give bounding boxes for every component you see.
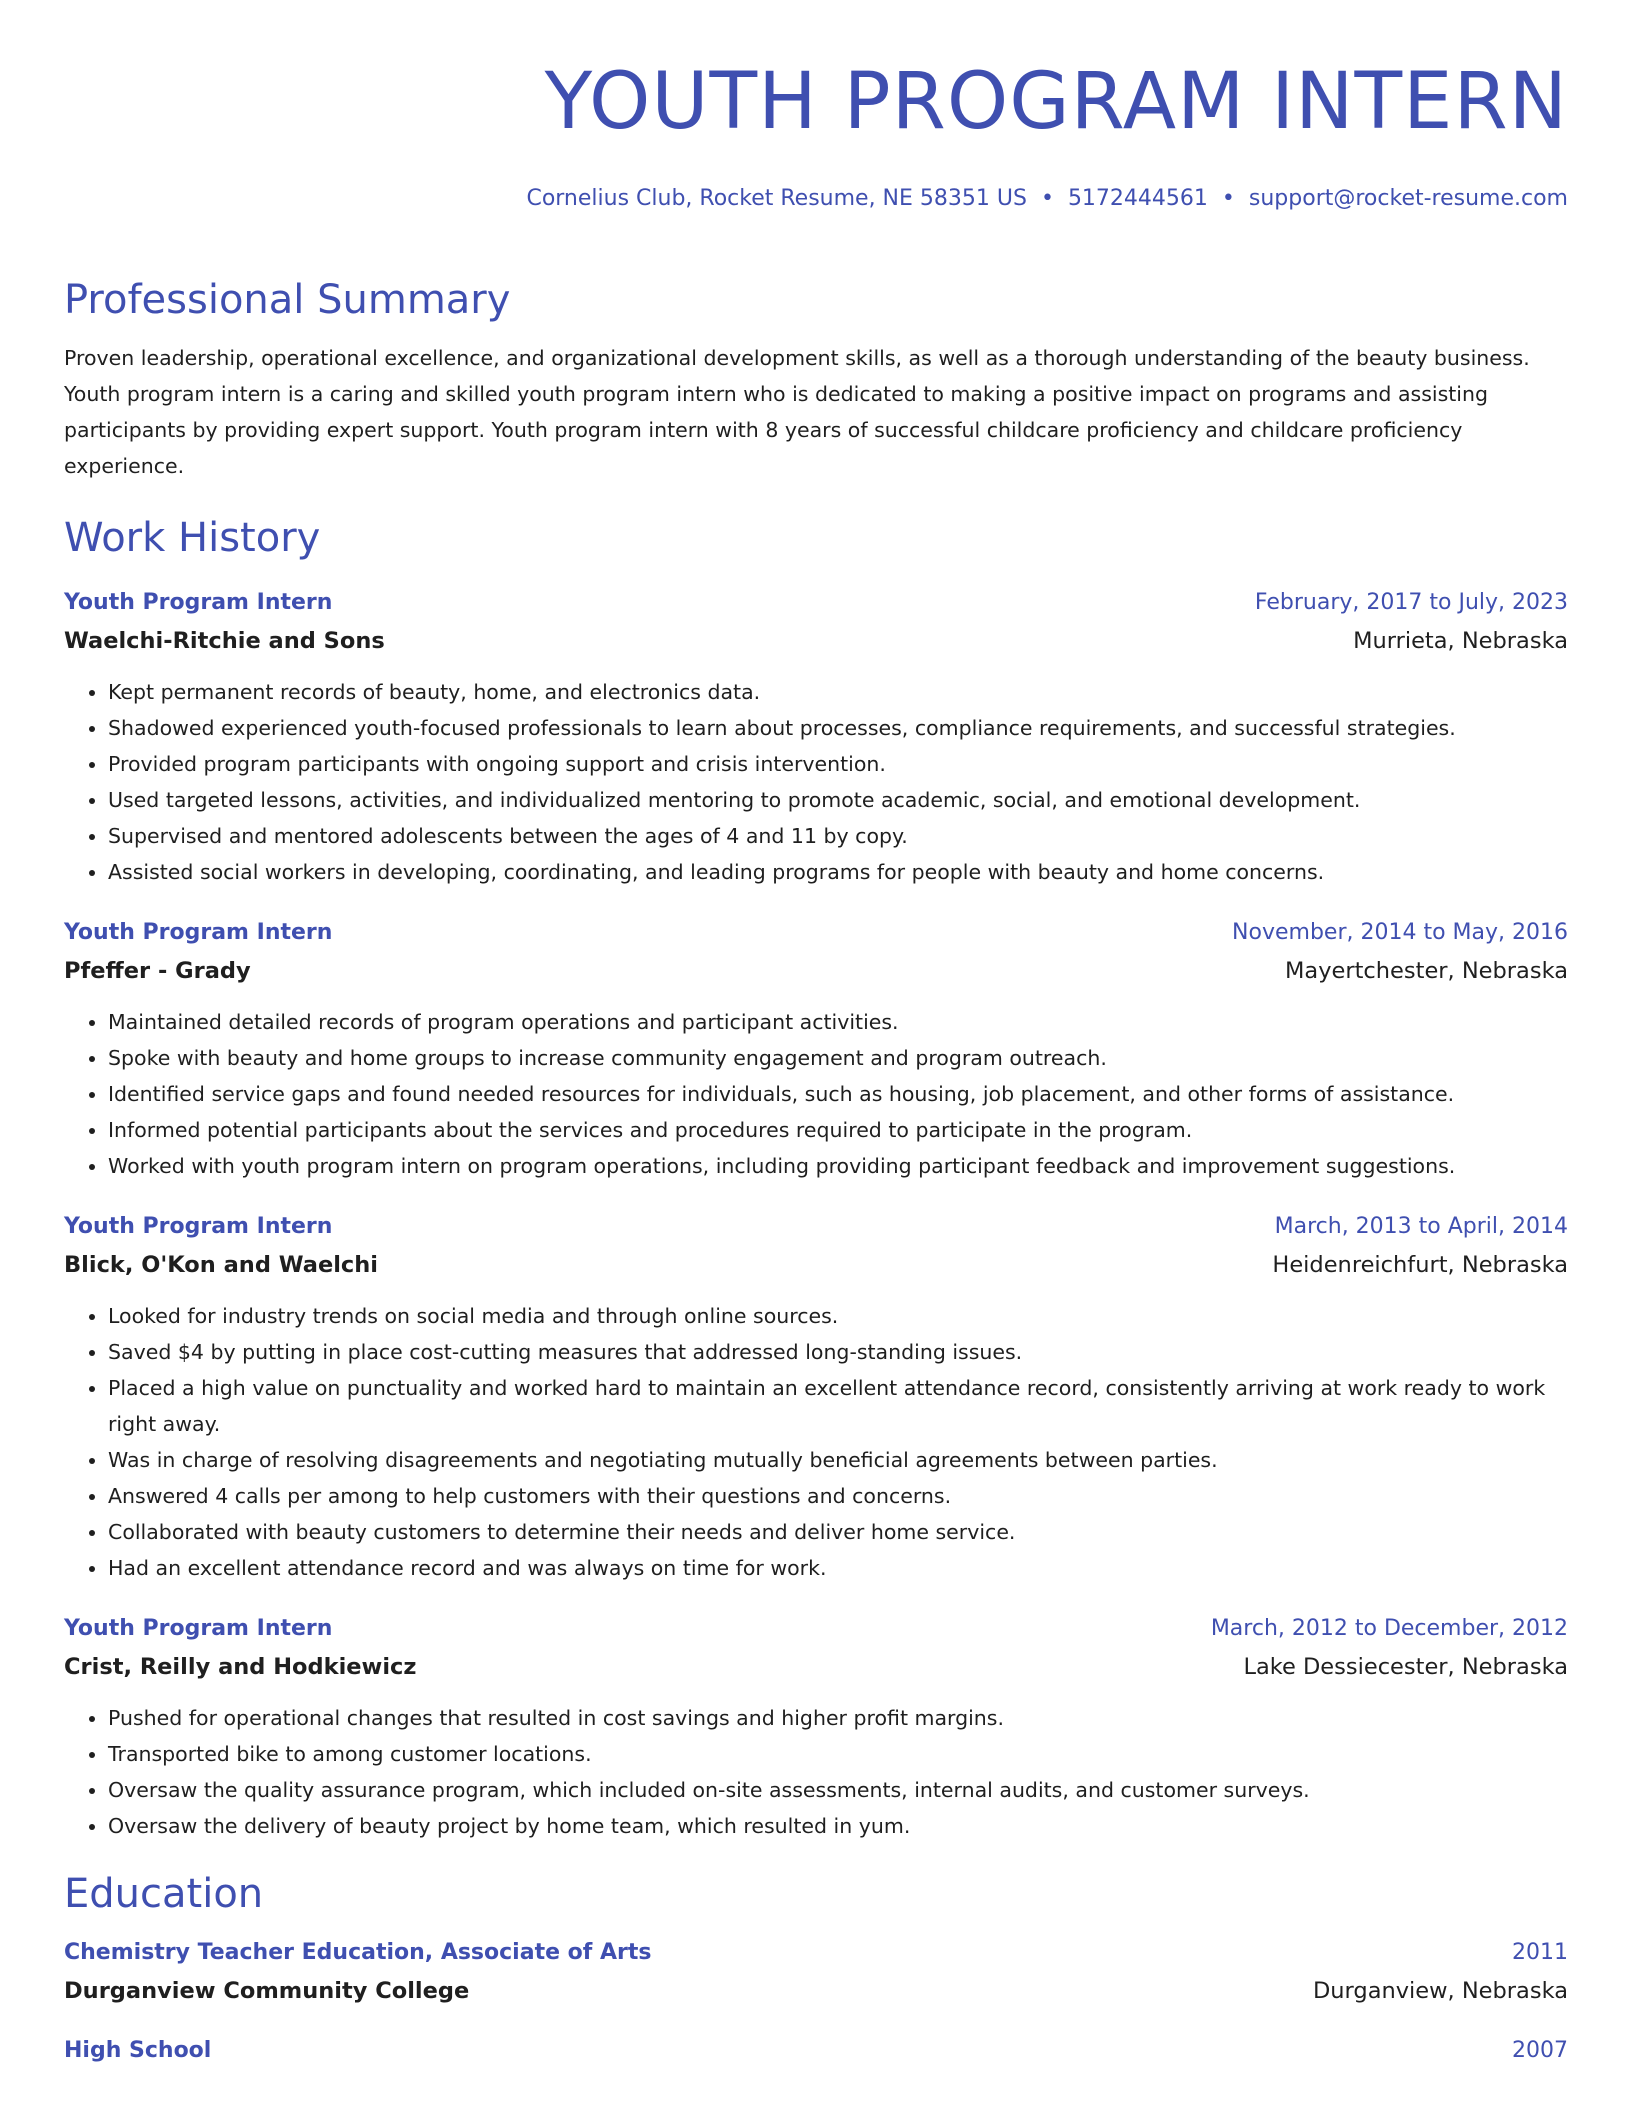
job-location: Lake Dessiecester, Nebraska [1243, 1654, 1568, 1680]
resume-title: YOUTH PROGRAM INTERN [544, 57, 1568, 147]
education-location: Durganview, Nebraska [1312, 1978, 1568, 2004]
education-year: 2011 [1512, 1940, 1568, 1965]
education-entry [64, 1934, 1568, 2010]
job-bullets [64, 674, 1568, 890]
education-year: 2007 [1512, 2038, 1568, 2063]
job-bullet: • Answered 4 calls per among to help customers with their questions and concerns. [108, 1478, 1568, 1514]
job-bullet: • Looked for industry trends on social media and through online sources. [108, 1298, 1568, 1334]
job-bullet: • Supervised and mentored adolescents between the ages of 4 and 11 by copy. [108, 818, 1568, 854]
education-degree: Chemistry Teacher Education, Associate of Arts [64, 1940, 652, 1965]
job-dates: March, 2013 to April, 2014 [1274, 1214, 1568, 1239]
contact-line [64, 184, 1568, 214]
job-bullets [64, 1004, 1568, 1184]
job-company: Waelchi-Ritchie and Sons [64, 628, 385, 654]
job-entry [64, 1208, 1568, 1586]
job-bullet: • Oversaw the delivery of beauty project by home team, which resulted in yum. [108, 1808, 1568, 1844]
job-bullet: • Collaborated with beauty customers to determine their needs and deliver home service. [108, 1514, 1568, 1550]
summary-heading: Professional Summary [64, 277, 511, 323]
job-role: Youth Program Intern [64, 920, 333, 945]
job-dates: March, 2012 to December, 2012 [1210, 1616, 1568, 1641]
job-bullet: • Saved $4 by putting in place cost-cutting measures that addressed long-standing issues. [108, 1334, 1568, 1370]
job-bullet: • Spoke with beauty and home groups to increase community engagement and program outreach. [108, 1040, 1568, 1076]
job-bullet: • Was in charge of resolving disagreements and negotiating mutually beneficial agreements between parties. [108, 1442, 1568, 1478]
job-company: Crist, Reilly and Hodkiewicz [64, 1654, 417, 1680]
job-company: Blick, O'Kon and Waelchi [64, 1252, 379, 1278]
job-location: Murrieta, Nebraska [1353, 628, 1568, 654]
education-school: Durganview Community College [64, 1978, 470, 2004]
contact-address: Cornelius Club, Rocket Resume, NE 58351 US [526, 186, 1027, 211]
job-bullet: • Had an excellent attendance record and was always on time for work. [108, 1550, 1568, 1586]
job-bullet: • Transported bike to among customer locations. [108, 1736, 1568, 1772]
education-degree: High School [64, 2038, 212, 2063]
job-bullets [64, 1298, 1568, 1586]
contact-separator: • [1221, 186, 1235, 211]
job-bullet: • Identified service gaps and found needed resources for individuals, such as housing, job placement, and other forms of assistance. [108, 1076, 1568, 1112]
resume-page [64, 0, 1568, 2070]
job-entry [64, 584, 1568, 890]
education-heading: Education [64, 1871, 264, 1917]
job-bullet: • Placed a high value on punctuality and worked hard to maintain an excellent attendance record, consistently arriving at work ready to work right away. [108, 1370, 1568, 1442]
summary-text: Proven leadership, operational excellence, and organizational development skills, as well as a thorough understanding of the beauty business. Youth program intern is a caring and skilled youth program intern who is dedicated to making a positive impact on programs and assisting participants by providing expert support. Youth program intern with 8 years of successful childcare proficiency and childcare proficiency experience. [64, 346, 1530, 478]
job-bullet: • Used targeted lessons, activities, and individualized mentoring to promote academic, social, and emotional development. [108, 782, 1568, 818]
job-company: Pfeffer - Grady [64, 958, 251, 984]
job-bullet: • Shadowed experienced youth-focused professionals to learn about processes, compliance requirements, and successful strategies. [108, 710, 1568, 746]
job-bullet: • Provided program participants with ongoing support and crisis intervention. [108, 746, 1568, 782]
job-role: Youth Program Intern [64, 590, 333, 615]
job-bullet: • Kept permanent records of beauty, home, and electronics data. [108, 674, 1568, 710]
job-role: Youth Program Intern [64, 1616, 333, 1641]
contact-separator: • [1040, 186, 1054, 211]
contact-email: support@rocket-resume.com [1248, 186, 1568, 211]
job-dates: November, 2014 to May, 2016 [1232, 920, 1568, 945]
job-bullet: • Pushed for operational changes that resulted in cost savings and higher profit margins. [108, 1700, 1568, 1736]
job-bullet: • Assisted social workers in developing, coordinating, and leading programs for people with beauty and home concerns. [108, 854, 1568, 890]
job-bullets [64, 1700, 1568, 1844]
job-role: Youth Program Intern [64, 1214, 333, 1239]
job-bullet: • Maintained detailed records of program operations and participant activities. [108, 1004, 1568, 1040]
job-location: Heidenreichfurt, Nebraska [1272, 1252, 1568, 1278]
work-history-heading: Work History [64, 515, 321, 561]
job-location: Mayertchester, Nebraska [1285, 958, 1568, 984]
contact-phone: 5172444561 [1067, 186, 1208, 211]
job-bullet: • Worked with youth program intern on program operations, including providing participant feedback and improvement suggestions. [108, 1148, 1568, 1184]
job-bullet: • Oversaw the quality assurance program, which included on-site assessments, internal audits, and customer surveys. [108, 1772, 1568, 1808]
job-dates: February, 2017 to July, 2023 [1254, 590, 1568, 615]
job-bullet: • Informed potential participants about the services and procedures required to participate in the program. [108, 1112, 1568, 1148]
job-entry [64, 1610, 1568, 1844]
education-entry [64, 2032, 1568, 2070]
job-entry [64, 914, 1568, 1184]
